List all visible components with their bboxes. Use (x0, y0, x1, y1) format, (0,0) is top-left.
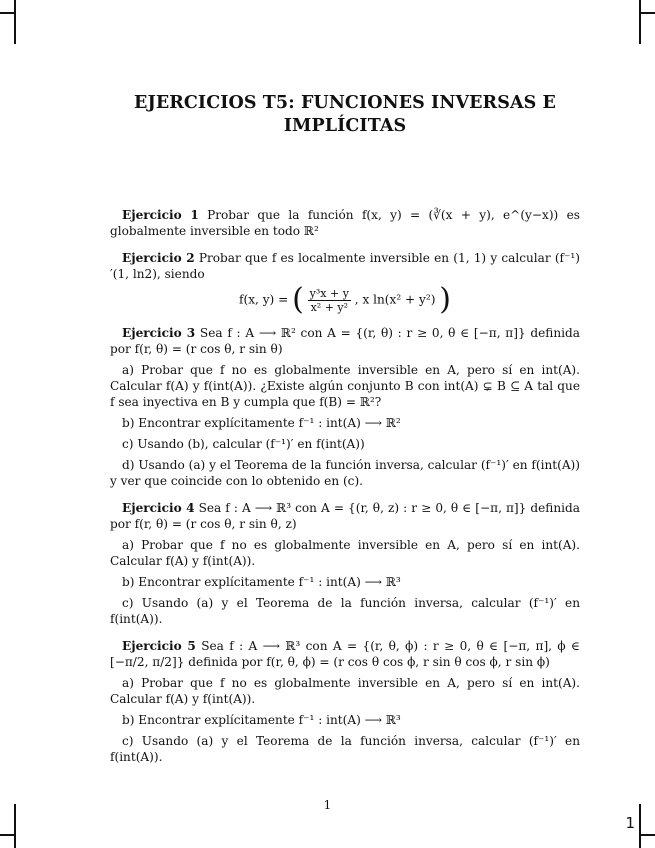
exercise-2-text: Probar que f es localmente inversible en (1, 1) y calcular (f⁻¹)′(1, ln2), siendo (110, 251, 580, 281)
exercise-5-statement (110, 638, 580, 670)
exercise-2-name: Ejercicio 2 (122, 251, 195, 265)
equation-lhs: f(x, y) = (239, 292, 289, 307)
title-block (110, 92, 580, 138)
exercise-1-statement (110, 207, 580, 239)
exercise-3 (110, 325, 580, 489)
exercise-3-item-b: b) Encontrar explícitamente f⁻¹ : int(A) ⟶ ℝ² (122, 416, 401, 430)
exercise-5 (110, 638, 580, 765)
exercise-3-name: Ejercicio 3 (122, 326, 196, 340)
crop-mark-top-left (14, 0, 16, 44)
exercise-5-text: Sea f : A ⟶ ℝ³ con A = {(r, θ, ϕ) : r ≥ 0, θ ∈ [−π, π], ϕ ∈ [−π/2, π/2]} definida por f(r, θ, ϕ) = (r cos θ cos ϕ, r sin θ cos ϕ, r sin ϕ) (110, 639, 580, 669)
exercise-4-name: Ejercicio 4 (122, 501, 195, 515)
exercise-4 (110, 500, 580, 627)
fraction-denominator: x² + y² (310, 300, 349, 314)
exercise-3-statement (110, 325, 580, 357)
exercise-3-text: Sea f : A ⟶ ℝ² con A = {(r, θ) : r ≥ 0, θ ∈ [−π, π]} definida por f(r, θ) = (r cos θ, r sin θ) (110, 326, 580, 356)
exercise-2 (110, 250, 580, 317)
fraction-numerator: y³x + y (309, 286, 349, 300)
exercise-5-name: Ejercicio 5 (122, 639, 196, 653)
crop-mark-bottom-right (639, 834, 655, 836)
title-line-1: EJERCICIOS T5: FUNCIONES INVERSAS E (134, 93, 556, 113)
page-number: 1 (323, 798, 332, 812)
exercise-4-item-a: a) Probar que f no es globalmente inversible en A, pero sí en int(A). Calcular f(A) y f(int(A)). (110, 538, 580, 568)
title-line-2: IMPLÍCITAS (283, 116, 407, 136)
crop-mark-top-right (639, 0, 641, 44)
exercise-1 (110, 207, 580, 239)
scan-page-number: 1 (625, 814, 635, 832)
exercise-2-equation: f(x, y) = ( $\frac{\text{y³x + y}}{\text{x² + y²}}$ , x ln(x² + y²) ) (239, 282, 451, 317)
exercise-list (110, 207, 580, 776)
equation-fraction (308, 287, 351, 314)
exercise-1-name: Ejercicio 1 (122, 208, 199, 222)
exercise-4-item-c: c) Usando (a) y el Teorema de la función inversa, calcular (f⁻¹)′ en f(int(A)). (110, 596, 580, 626)
exercise-5-item-c: c) Usando (a) y el Teorema de la función inversa, calcular (f⁻¹)′ en f(int(A)). (110, 734, 580, 764)
exercise-4-text: Sea f : A ⟶ ℝ³ con A = {(r, θ, z) : r ≥ 0, θ ∈ [−π, π]} definida por f(r, θ) = (r cos θ, r sin θ, z) (110, 501, 580, 531)
exercise-3-item-a: a) Probar que f no es globalmente inversible en A, pero sí en int(A). Calcular f(A) y f(int(A)). ¿Existe algún conjunto B con int(A) ⊊ B ⊆ A tal que f sea inyectiva en B y cumpla que f(B) = ℝ²? (110, 363, 580, 409)
exercise-3-item-c: c) Usando (b), calcular (f⁻¹)′ en f(int(A)) (122, 437, 365, 451)
exercise-5-item-b: b) Encontrar explícitamente f⁻¹ : int(A) ⟶ ℝ³ (122, 713, 401, 727)
exercise-3-item-d: d) Usando (a) y el Teorema de la función inversa, calcular (f⁻¹)′ en f(int(A)) y ver que coincide con lo obtenido en (c). (110, 458, 580, 488)
crop-mark-top-right (639, 12, 655, 14)
exercise-4-statement (110, 500, 580, 532)
exercise-4-item-b: b) Encontrar explícitamente f⁻¹ : int(A) ⟶ ℝ³ (122, 575, 401, 589)
exercise-1-text: Probar que la función f(x, y) = (∛(x + y), e^(y−x)) es globalmente inversible en todo ℝ² (110, 208, 580, 238)
exercise-5-item-a: a) Probar que f no es globalmente inversible en A, pero sí en int(A). Calcular f(A) y f(int(A)). (110, 676, 580, 706)
exercise-2-statement (110, 250, 580, 282)
page-title (110, 92, 580, 138)
equation-rest: , x ln(x² + y²) (354, 292, 436, 307)
